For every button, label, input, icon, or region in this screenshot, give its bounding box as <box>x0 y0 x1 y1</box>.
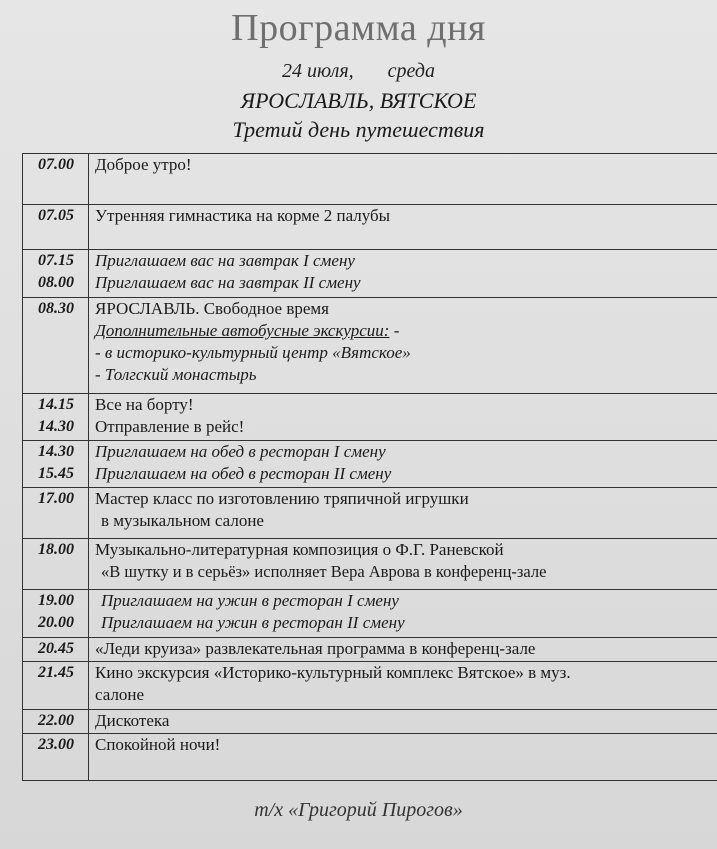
event-text: Доброе утро! <box>95 155 192 174</box>
time <box>23 227 88 249</box>
schedule-row <box>23 205 717 250</box>
event-text: - Толгский монастырь <box>95 365 257 384</box>
time-cell <box>23 734 89 780</box>
event-cell <box>95 250 717 294</box>
excursions-heading: Дополнительные автобусные экскурсии: <box>95 321 390 340</box>
time: 15.45 <box>38 465 74 482</box>
event-text: - в историко-культурный центр «Вятское» <box>95 343 411 362</box>
event-text: Дискотека <box>95 711 170 730</box>
event-text: «Леди круиза» развлекательная программа в конференц-зале <box>95 639 536 658</box>
schedule-row <box>23 638 717 662</box>
schedule-row <box>23 539 717 590</box>
time-cell <box>23 250 89 297</box>
event-text: Музыкально-литературная композиция о Ф.Г. Раневской <box>95 540 504 559</box>
event-cell <box>95 662 717 706</box>
time-cell <box>23 441 89 487</box>
event-text: Спокойной ночи! <box>95 735 221 754</box>
schedule-row <box>23 394 717 441</box>
time: 08.00 <box>38 274 74 291</box>
schedule-row <box>23 710 717 734</box>
event-text: салоне <box>95 685 145 704</box>
schedule-row <box>23 298 717 394</box>
time-cell <box>23 638 89 661</box>
date-line <box>0 58 717 84</box>
time: 20.45 <box>38 640 74 657</box>
event-cell <box>95 298 717 386</box>
schedule-row <box>23 590 717 638</box>
time <box>23 561 88 583</box>
schedule-row <box>23 488 717 539</box>
schedule-row <box>23 662 717 710</box>
event-cell <box>95 590 717 634</box>
time <box>23 176 88 198</box>
time: 07.00 <box>38 156 74 173</box>
event-text: Кино экскурсия «Историко-культурный комплекс Вятское» в муз. <box>95 663 571 682</box>
event-cell <box>95 441 717 485</box>
event-cell <box>95 205 717 249</box>
event-text: Отправление в рейс! <box>95 417 245 436</box>
weekday: среда <box>387 60 435 82</box>
event-text: Мастер класс по изготовлению тряпичной игрушки <box>95 489 469 508</box>
event-cell <box>95 710 717 732</box>
time <box>23 364 88 386</box>
event-text: ЯРОСЛАВЛЬ. Свободное время <box>95 299 329 318</box>
event-text <box>95 756 717 778</box>
time: 07.15 <box>38 252 74 269</box>
schedule-row <box>23 441 717 488</box>
event-cell <box>95 539 717 583</box>
event-text: Утренняя гимнастика на корме 2 палубы <box>95 206 391 225</box>
city-line: ЯРОСЛАВЛЬ, ВЯТСКОЕ <box>240 88 477 113</box>
event-text: Приглашаем на обед в ресторан II смену <box>95 464 392 483</box>
time-cell <box>23 539 89 589</box>
time-cell <box>23 154 89 204</box>
time: 14.30 <box>38 443 74 460</box>
time-cell <box>23 205 89 249</box>
time: 14.30 <box>38 418 74 435</box>
time: 23.00 <box>38 736 74 753</box>
time-cell <box>23 298 89 393</box>
event-text: «В шутку и в серьёз» исполняет Вера Аврова в конференц-зале <box>101 562 547 581</box>
time: 20.00 <box>38 614 74 631</box>
event-text: Приглашаем вас на завтрак I смену <box>95 251 355 270</box>
schedule-row <box>23 250 717 298</box>
time-cell <box>23 590 89 637</box>
schedule-row <box>23 154 717 205</box>
ship-name: т/х «Григорий Пирогов» <box>254 799 463 821</box>
trip-day-line: Третий день путешествия <box>232 117 485 142</box>
time-cell <box>23 710 89 733</box>
time <box>23 320 88 342</box>
event-cell <box>95 488 717 532</box>
page-title: Программа дня <box>231 7 486 49</box>
time-cell <box>23 488 89 538</box>
time: 19.00 <box>38 592 74 609</box>
event-text <box>95 227 717 249</box>
time: 17.00 <box>38 490 74 507</box>
time-cell <box>23 662 89 709</box>
time <box>23 342 88 364</box>
event-text <box>95 176 717 198</box>
event-text: Все на борту! <box>95 395 194 414</box>
event-cell <box>95 638 717 660</box>
time: 18.00 <box>38 541 74 558</box>
time: 08.30 <box>38 300 74 317</box>
schedule-row <box>23 734 717 781</box>
time: 07.05 <box>38 207 74 224</box>
event-text: Приглашаем вас на завтрак II смену <box>95 273 361 292</box>
event-cell <box>95 734 717 778</box>
event-text: Приглашаем на ужин в ресторан I смену <box>101 591 399 610</box>
event-text: Приглашаем на обед в ресторан I смену <box>95 442 386 461</box>
event-cell <box>95 154 717 198</box>
event-cell <box>95 394 717 438</box>
event-text: Дополнительные автобусные экскурсии: - <box>95 321 400 340</box>
time: 14.15 <box>38 396 74 413</box>
time <box>23 510 88 532</box>
time <box>23 756 88 778</box>
event-text: в музыкальном салоне <box>101 511 264 530</box>
event-text: Приглашаем на ужин в ресторан II смену <box>101 613 405 632</box>
time-cell <box>23 394 89 440</box>
date: 24 июля, <box>282 60 354 82</box>
schedule-table <box>22 153 717 781</box>
time: 21.45 <box>38 664 74 681</box>
time <box>23 684 88 706</box>
time: 22.00 <box>38 712 74 729</box>
